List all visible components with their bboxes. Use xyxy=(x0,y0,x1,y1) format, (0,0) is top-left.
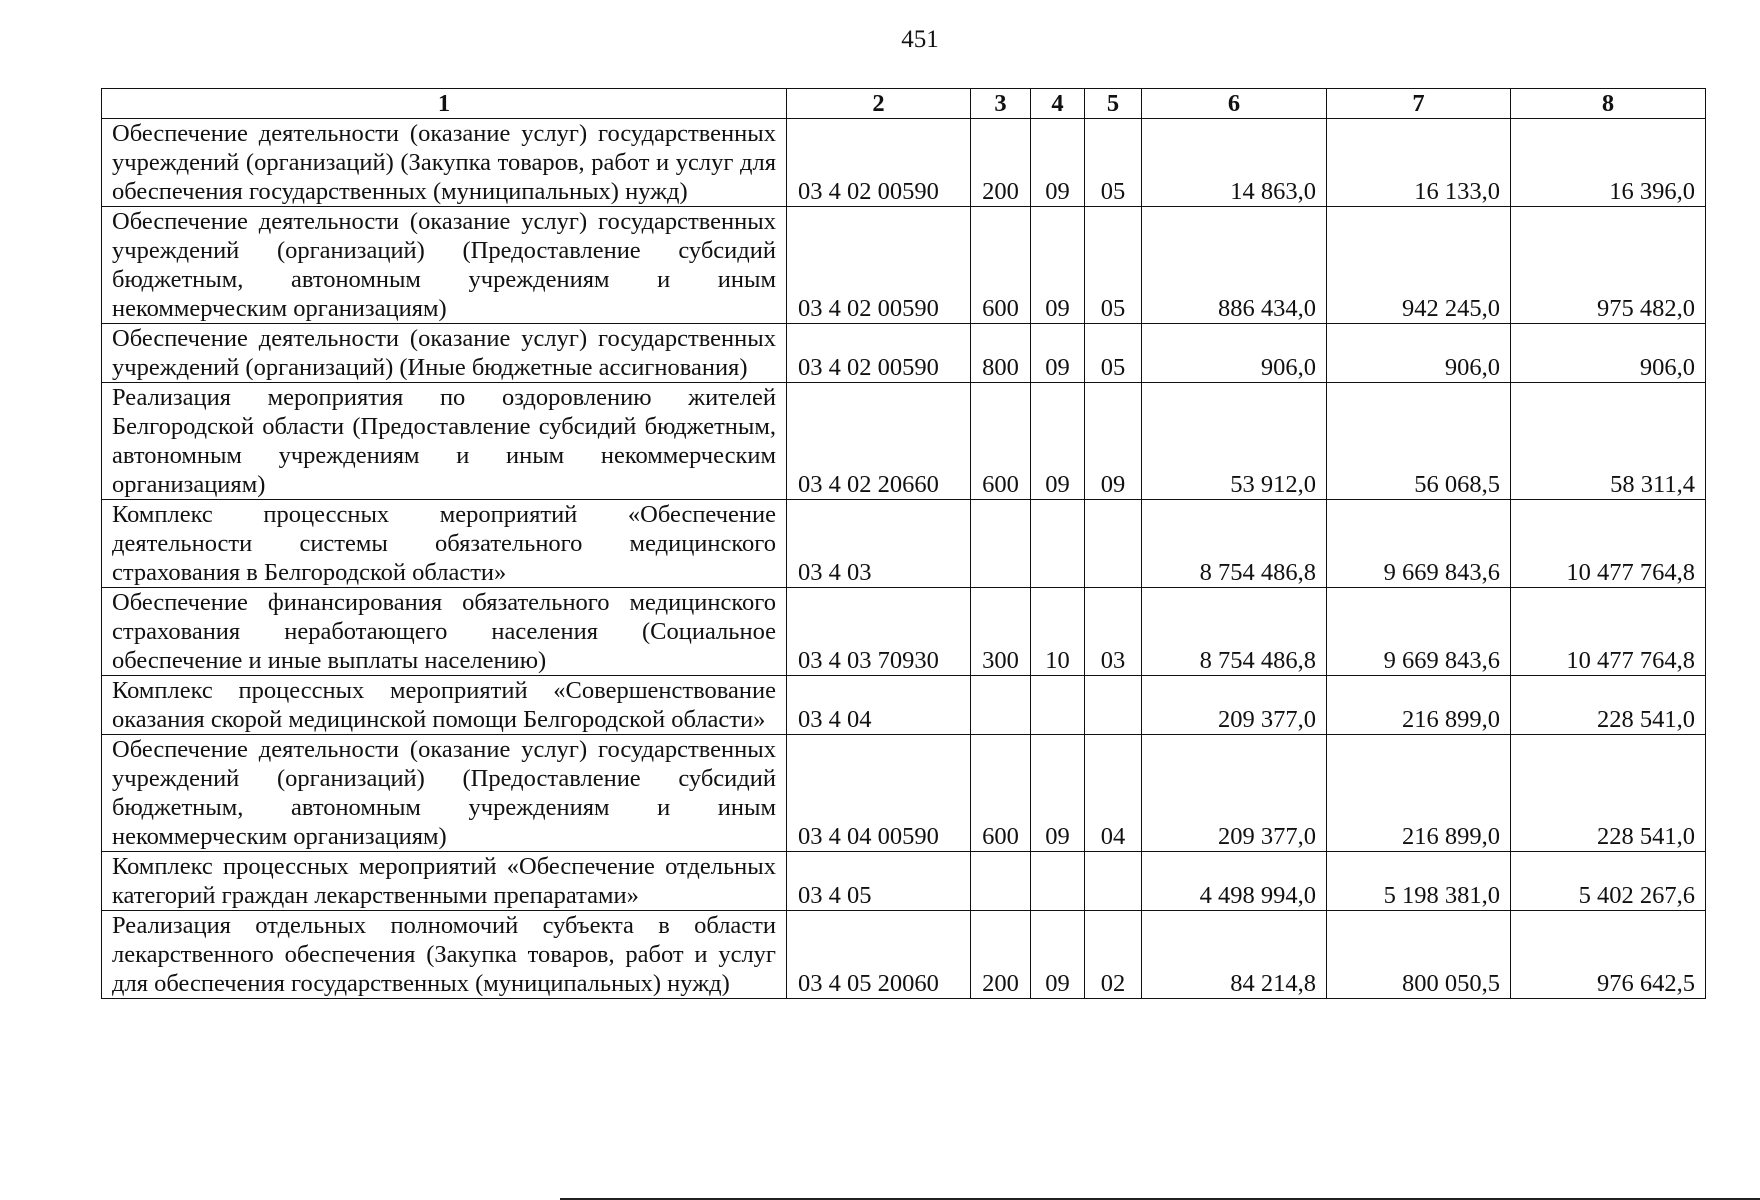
column-header-1: 1 xyxy=(102,89,787,119)
row-name: Обеспечение деятельности (оказание услуг) государственных учреждений (организаций) (Иные бюджетные ассигнования) xyxy=(102,324,787,383)
row-col4: 09 xyxy=(1031,383,1085,500)
column-header-7: 7 xyxy=(1327,89,1511,119)
row-value-8: 228 541,0 xyxy=(1511,676,1706,735)
row-value-7: 9 669 843,6 xyxy=(1327,500,1511,588)
row-col3 xyxy=(971,500,1031,588)
table-row xyxy=(102,735,1706,852)
row-value-7: 216 899,0 xyxy=(1327,676,1511,735)
row-code: 03 4 02 00590 xyxy=(787,207,971,324)
row-col5 xyxy=(1085,852,1142,911)
row-col5 xyxy=(1085,676,1142,735)
row-code: 03 4 04 xyxy=(787,676,971,735)
row-col5: 04 xyxy=(1085,735,1142,852)
row-col5: 09 xyxy=(1085,383,1142,500)
row-code: 03 4 03 xyxy=(787,500,971,588)
row-value-7: 906,0 xyxy=(1327,324,1511,383)
row-col3 xyxy=(971,852,1031,911)
row-name: Обеспечение деятельности (оказание услуг) государственных учреждений (организаций) (Предоставление субсидий бюджетным, автономным учреждениям и иным некоммерческим организациям) xyxy=(102,735,787,852)
row-value-7: 5 198 381,0 xyxy=(1327,852,1511,911)
row-value-8: 58 311,4 xyxy=(1511,383,1706,500)
row-col3: 600 xyxy=(971,735,1031,852)
row-col3: 600 xyxy=(971,207,1031,324)
row-col5: 05 xyxy=(1085,119,1142,207)
table-row xyxy=(102,383,1706,500)
row-value-7: 9 669 843,6 xyxy=(1327,588,1511,676)
table-row xyxy=(102,207,1706,324)
row-value-6: 84 214,8 xyxy=(1142,911,1327,999)
row-col3: 300 xyxy=(971,588,1031,676)
row-name: Реализация мероприятия по оздоровлению жителей Белгородской области (Предоставление субсидий бюджетным, автономным учреждениям и иным некоммерческим организациям) xyxy=(102,383,787,500)
row-code: 03 4 05 20060 xyxy=(787,911,971,999)
row-code: 03 4 04 00590 xyxy=(787,735,971,852)
row-value-6: 886 434,0 xyxy=(1142,207,1327,324)
row-value-8: 228 541,0 xyxy=(1511,735,1706,852)
row-col4 xyxy=(1031,852,1085,911)
row-col5 xyxy=(1085,500,1142,588)
row-value-8: 5 402 267,6 xyxy=(1511,852,1706,911)
row-col3: 600 xyxy=(971,383,1031,500)
row-value-8: 975 482,0 xyxy=(1511,207,1706,324)
row-code: 03 4 02 20660 xyxy=(787,383,971,500)
row-col5: 05 xyxy=(1085,324,1142,383)
row-name: Комплекс процессных мероприятий «Обеспечение деятельности системы обязательного медицинского страхования в Белгородской области» xyxy=(102,500,787,588)
table-row xyxy=(102,852,1706,911)
row-col5: 05 xyxy=(1085,207,1142,324)
row-col4: 09 xyxy=(1031,207,1085,324)
table-row xyxy=(102,911,1706,999)
row-value-6: 8 754 486,8 xyxy=(1142,500,1327,588)
row-col4: 09 xyxy=(1031,911,1085,999)
row-value-7: 942 245,0 xyxy=(1327,207,1511,324)
row-value-8: 906,0 xyxy=(1511,324,1706,383)
row-col4: 10 xyxy=(1031,588,1085,676)
row-col3: 200 xyxy=(971,911,1031,999)
row-value-7: 216 899,0 xyxy=(1327,735,1511,852)
row-col4 xyxy=(1031,676,1085,735)
table-row xyxy=(102,119,1706,207)
header-row xyxy=(102,89,1706,119)
row-value-7: 16 133,0 xyxy=(1327,119,1511,207)
row-col3: 800 xyxy=(971,324,1031,383)
row-code: 03 4 02 00590 xyxy=(787,324,971,383)
row-value-8: 16 396,0 xyxy=(1511,119,1706,207)
row-value-8: 10 477 764,8 xyxy=(1511,500,1706,588)
row-col4: 09 xyxy=(1031,735,1085,852)
row-name: Реализация отдельных полномочий субъекта в области лекарственного обеспечения (Закупка товаров, работ и услуг для обеспечения государственных (муниципальных) нужд) xyxy=(102,911,787,999)
row-value-6: 209 377,0 xyxy=(1142,735,1327,852)
row-col4: 09 xyxy=(1031,324,1085,383)
row-value-6: 209 377,0 xyxy=(1142,676,1327,735)
row-value-6: 4 498 994,0 xyxy=(1142,852,1327,911)
row-value-7: 56 068,5 xyxy=(1327,383,1511,500)
row-col4: 09 xyxy=(1031,119,1085,207)
column-header-4: 4 xyxy=(1031,89,1085,119)
table-row xyxy=(102,324,1706,383)
column-header-8: 8 xyxy=(1511,89,1706,119)
row-value-6: 8 754 486,8 xyxy=(1142,588,1327,676)
budget-table xyxy=(101,88,1706,999)
row-name: Обеспечение деятельности (оказание услуг) государственных учреждений (организаций) (Предоставление субсидий бюджетным, автономным учреждениям и иным некоммерческим организациям) xyxy=(102,207,787,324)
column-header-6: 6 xyxy=(1142,89,1327,119)
table-row xyxy=(102,588,1706,676)
row-value-8: 976 642,5 xyxy=(1511,911,1706,999)
row-value-6: 906,0 xyxy=(1142,324,1327,383)
column-header-3: 3 xyxy=(971,89,1031,119)
row-col5: 03 xyxy=(1085,588,1142,676)
row-value-6: 14 863,0 xyxy=(1142,119,1327,207)
row-name: Комплекс процессных мероприятий «Совершенствование оказания скорой медицинской помощи Белгородской области» xyxy=(102,676,787,735)
row-code: 03 4 03 70930 xyxy=(787,588,971,676)
row-col5: 02 xyxy=(1085,911,1142,999)
row-col4 xyxy=(1031,500,1085,588)
row-value-8: 10 477 764,8 xyxy=(1511,588,1706,676)
row-col3: 200 xyxy=(971,119,1031,207)
table-row xyxy=(102,676,1706,735)
row-name: Обеспечение финансирования обязательного медицинского страхования неработающего населения (Социальное обеспечение и иные выплаты населению) xyxy=(102,588,787,676)
row-value-7: 800 050,5 xyxy=(1327,911,1511,999)
row-col3 xyxy=(971,676,1031,735)
column-header-2: 2 xyxy=(787,89,971,119)
column-header-5: 5 xyxy=(1085,89,1142,119)
row-code: 03 4 02 00590 xyxy=(787,119,971,207)
row-value-6: 53 912,0 xyxy=(1142,383,1327,500)
row-name: Обеспечение деятельности (оказание услуг) государственных учреждений (организаций) (Закупка товаров, работ и услуг для обеспечения государственных (муниципальных) нужд) xyxy=(102,119,787,207)
row-code: 03 4 05 xyxy=(787,852,971,911)
row-name: Комплекс процессных мероприятий «Обеспечение отдельных категорий граждан лекарственными препаратами» xyxy=(102,852,787,911)
table-row xyxy=(102,500,1706,588)
page-number: 451 xyxy=(901,26,939,53)
